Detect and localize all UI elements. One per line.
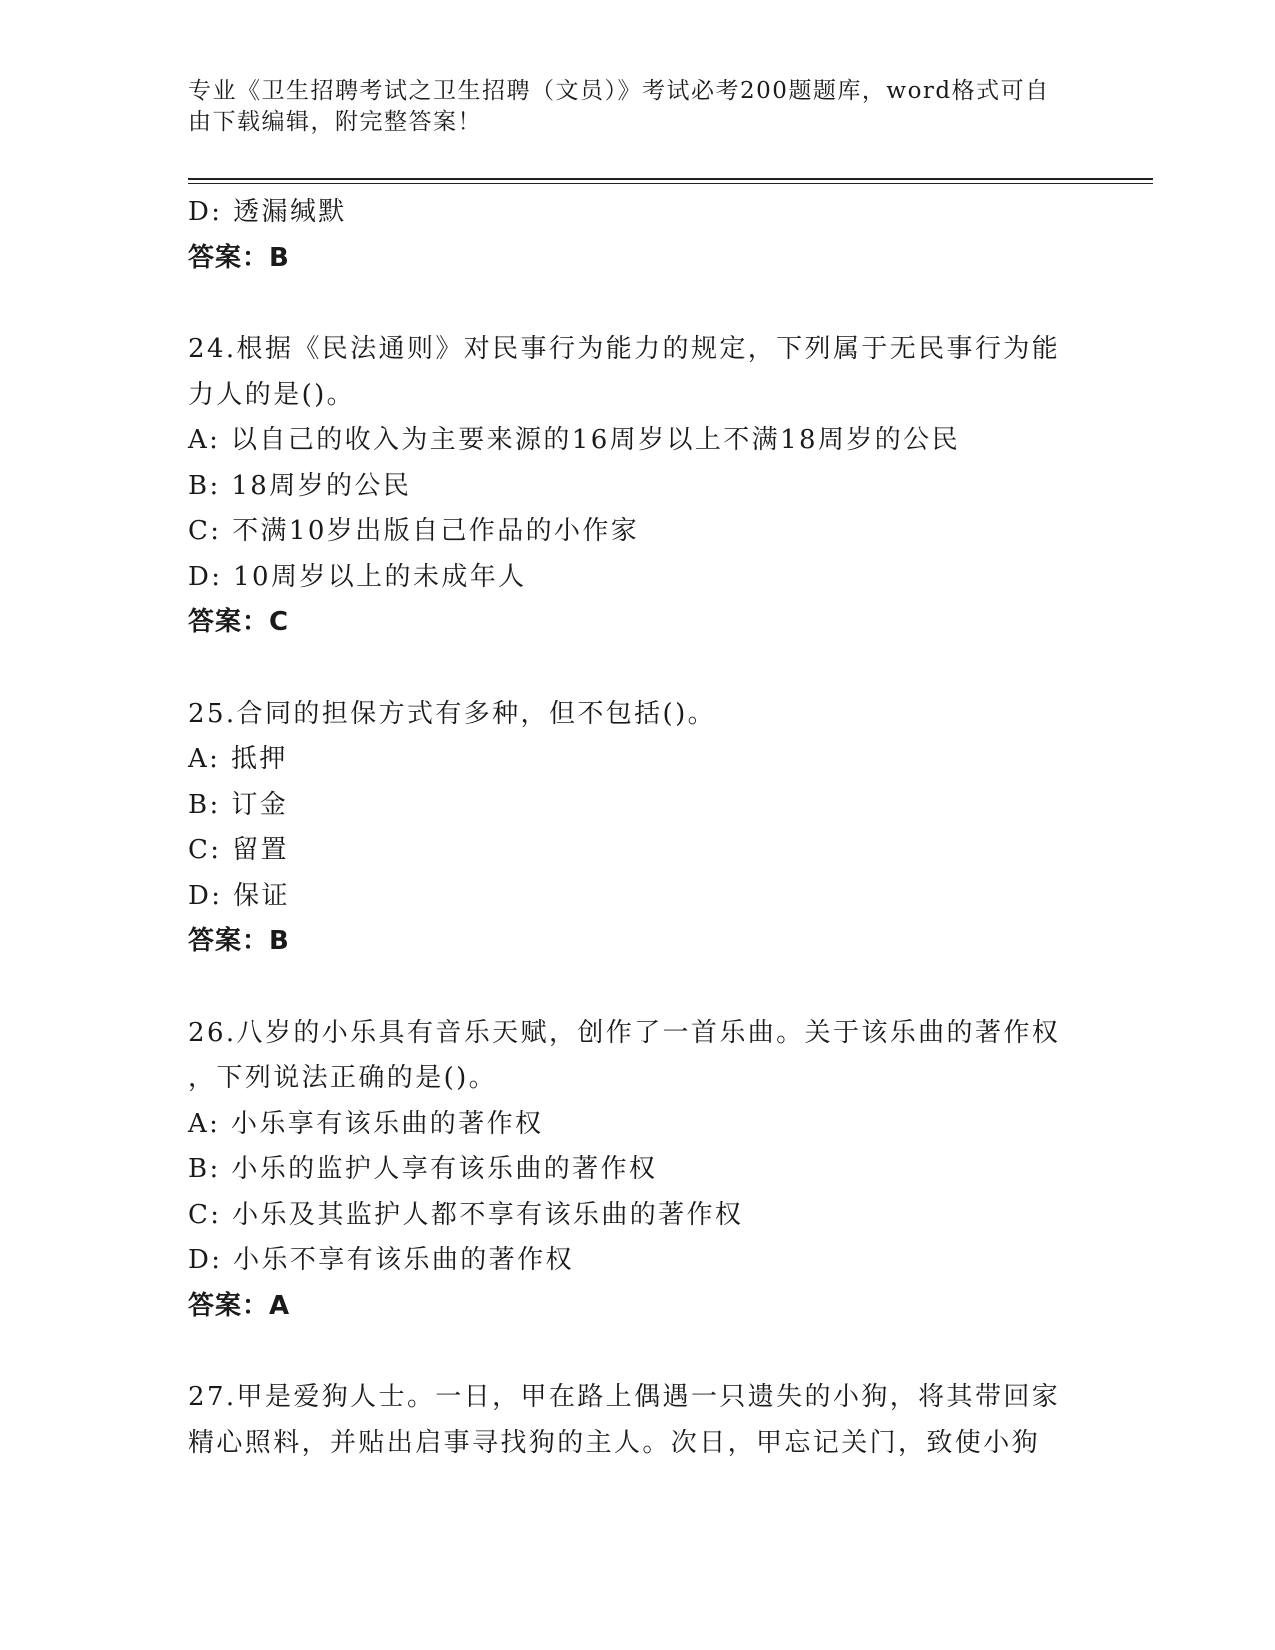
question-26 — [188, 1011, 1088, 1330]
option-a: A: 以自己的收入为主要来源的16周岁以上不满18周岁的公民 — [188, 425, 960, 455]
page-header — [188, 76, 1068, 138]
option-c: C: 不满10岁出版自己作品的小作家 — [188, 516, 640, 546]
question-text-line: 精心照料，并贴出启事寻找狗的主人。次日，甲忘记关门，致使小狗 — [188, 1427, 1041, 1458]
option-d: D: 透漏缄默 — [188, 197, 347, 227]
option-c: C: 留置 — [188, 835, 289, 865]
answer-text: 答案：C — [188, 607, 290, 637]
answer-text: 答案：A — [188, 1290, 291, 1321]
option-c: C: 小乐及其监护人都不享有该乐曲的著作权 — [188, 1199, 744, 1230]
option-a: A: 小乐享有该乐曲的著作权 — [188, 1108, 544, 1139]
option-a: A: 抵押 — [188, 744, 288, 774]
header-rule-thick — [188, 178, 1153, 180]
option-d: D: 保证 — [188, 880, 290, 911]
header-line-1: 专业《卫生招聘考试之卫生招聘（文员）》考试必考200题题库，word格式可自 — [188, 78, 1050, 104]
question-text-line: 27.甲是爱狗人士。一日，甲在路上偶遇一只遗失的小狗，将其带回家 — [188, 1382, 1061, 1412]
question-text-line: 26.八岁的小乐具有音乐天赋，创作了一首乐曲。关于该乐曲的著作权 — [188, 1017, 1061, 1048]
option-b: B: 小乐的监护人享有该乐曲的著作权 — [188, 1154, 658, 1184]
question-text-line: 力人的是()。 — [188, 379, 356, 410]
question-27 — [188, 1375, 1088, 1466]
option-b: B: 订金 — [188, 789, 289, 820]
question-text-line: 25.合同的担保方式有多种，但不包括()。 — [188, 698, 717, 729]
header-line-2: 由下载编辑，附完整答案！ — [188, 109, 482, 135]
option-d: D: 10周岁以上的未成年人 — [188, 561, 527, 592]
option-b: B: 18周岁的公民 — [188, 470, 412, 501]
option-d: D: 小乐不享有该乐曲的著作权 — [188, 1245, 574, 1275]
question-text-line: ，下列说法正确的是()。 — [188, 1063, 498, 1093]
question-25 — [188, 692, 1088, 965]
header-rule-thin — [188, 183, 1153, 184]
question-23-tail — [188, 190, 1088, 281]
question-list — [188, 190, 1088, 1466]
question-24 — [188, 327, 1088, 646]
answer-text: 答案：B — [188, 242, 290, 273]
answer-text: 答案：B — [188, 926, 290, 956]
question-text-line: 24.根据《民法通则》对民事行为能力的规定，下列属于无民事行为能 — [188, 334, 1061, 364]
